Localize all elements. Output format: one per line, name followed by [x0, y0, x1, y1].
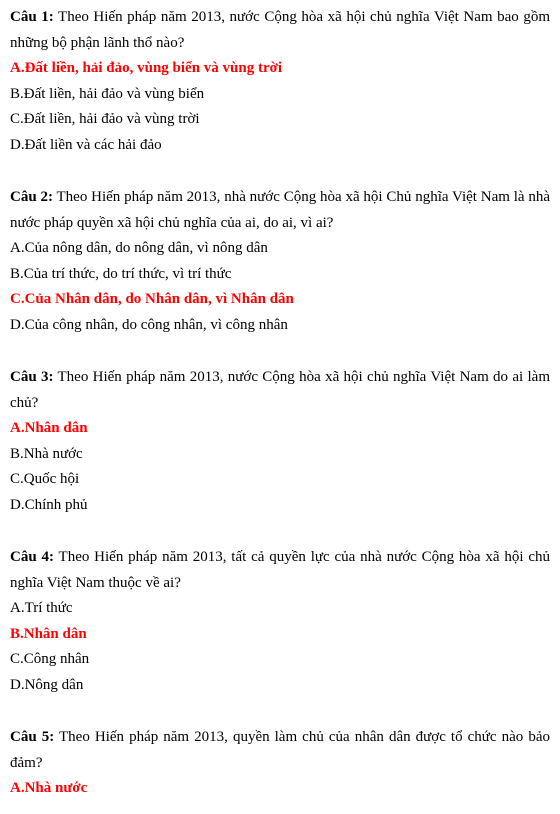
option-a: A.Đất liền, hải đảo, vùng biển và vùng trời [10, 60, 283, 76]
option-d: D.Chính phủ [10, 496, 88, 513]
question-body: Theo Hiến pháp năm 2013, nhà nước Cộng hòa xã hội Chủ nghĩa Việt Nam là nhà nước pháp quyền xã hội chủ nghĩa của ai, do ai, vì ai? [10, 189, 551, 231]
option-a: A.Của nông dân, do nông dân, vì nông dân [10, 240, 268, 256]
question-label: Câu 2: [10, 189, 53, 205]
spacer [10, 698, 550, 724]
spacer [10, 338, 550, 364]
question-4 [10, 544, 550, 698]
option-b: B.Đất liền, hải đảo và vùng biển [10, 85, 205, 102]
question-body: Theo Hiến pháp năm 2013, nước Cộng hòa xã hội chủ nghĩa Việt Nam bao gồm những bộ phận lãnh thổ nào? [10, 9, 550, 51]
option-b: B.Nhân dân [10, 625, 87, 642]
option-c: C.Của Nhân dân, do Nhân dân, vì Nhân dân [10, 291, 294, 307]
option-b: B.Của trí thức, do trí thức, vì trí thức [10, 265, 232, 282]
question-label: Câu 4: [10, 549, 54, 565]
question-text [10, 184, 550, 236]
question-label: Câu 3: [10, 369, 54, 385]
spacer [10, 158, 550, 184]
question-body: Theo Hiến pháp năm 2013, nước Cộng hòa xã hội chủ nghĩa Việt Nam do ai làm chủ? [10, 369, 550, 411]
option-a: A.Nhà nước [10, 780, 88, 796]
option-a: A.Nhân dân [10, 420, 88, 436]
question-5 [10, 724, 550, 802]
option-d: D.Của công nhân, do công nhân, vì công nhân [10, 316, 288, 333]
question-3 [10, 364, 550, 518]
option-d: D.Đất liền và các hải đảo [10, 136, 162, 153]
question-2 [10, 184, 550, 338]
question-text [10, 364, 550, 416]
question-text [10, 4, 550, 56]
question-1 [10, 4, 550, 158]
option-c: C.Công nhân [10, 651, 90, 667]
question-body: Theo Hiến pháp năm 2013, quyền làm chủ của nhân dân được tổ chức nào bảo đảm? [10, 729, 550, 771]
question-text [10, 724, 550, 776]
question-body: Theo Hiến pháp năm 2013, tất cả quyền lực của nhà nước Cộng hòa xã hội chủ nghĩa Việt Nam thuộc về ai? [10, 549, 550, 591]
option-c: C.Quốc hội [10, 471, 80, 487]
option-d: D.Nông dân [10, 676, 84, 693]
question-label: Câu 5: [10, 729, 55, 745]
question-text [10, 544, 550, 596]
option-b: B.Nhà nước [10, 445, 83, 462]
spacer [10, 518, 550, 544]
option-a: A.Trí thức [10, 600, 73, 616]
option-c: C.Đất liền, hải đảo và vùng trời [10, 111, 200, 127]
question-label: Câu 1: [10, 9, 54, 25]
